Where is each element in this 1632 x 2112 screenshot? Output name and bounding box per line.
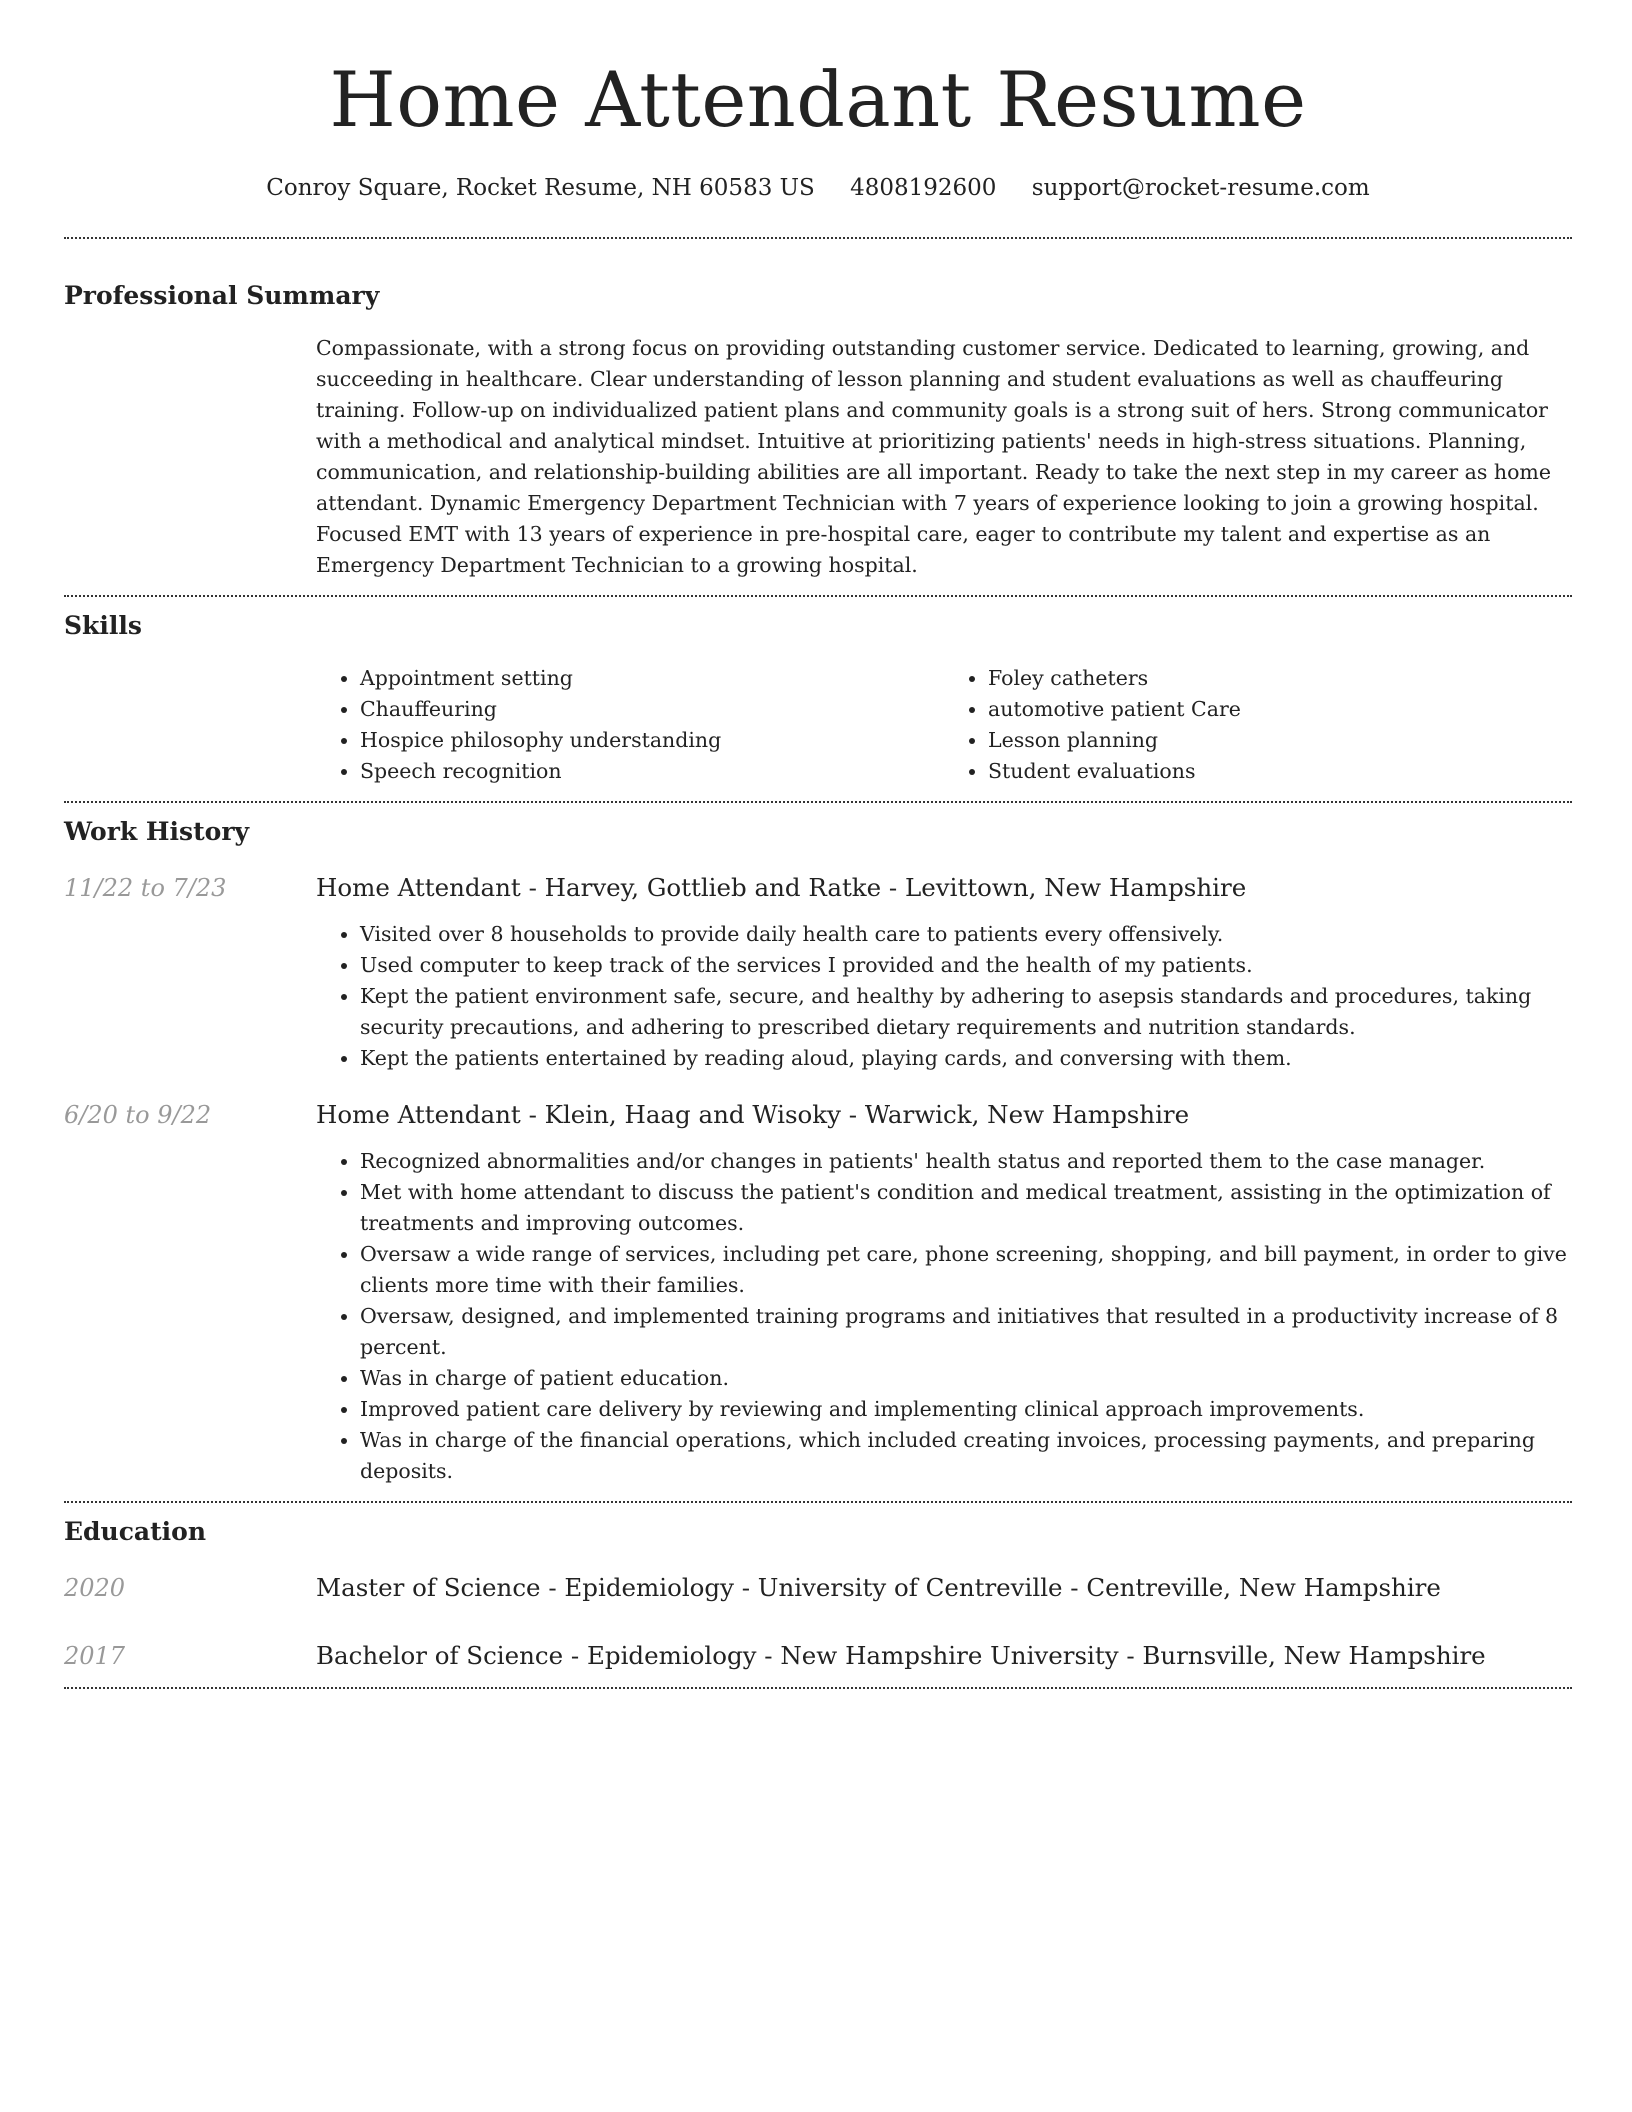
education-school: - University of Centreville - Centreville, New Hampshire [733,1573,1441,1602]
job-bullets [316,1146,1572,1487]
skills-column-right [944,663,1572,787]
job-bullet: • Kept the patients entertained by reading aloud, playing cards, and conversing with them. [360,1043,1572,1074]
job-dates: 6/20 to 9/22 [64,1101,212,1129]
job-bullet: • Was in charge of the financial operations, which included creating invoices, processing payments, and preparing deposits. [360,1425,1572,1487]
section-heading-education: Education [64,1517,207,1546]
page-title: Home Attendant Resume [329,55,1307,144]
summary-text: Compassionate, with a strong focus on providing outstanding customer service. Dedicated to learning, growing, and succeeding in healthcare. Clear understanding of lesson planning and student evaluations as well as chauffeuring training. Follow-up on individualized patient plans and community goals is a strong suit of hers. Strong communicator with a methodical and analytical mindset. Intuitive at prioritizing patients' needs in high-stress situations. Planning, communication, and relationship-building abilities are all important. Ready to take the next step in my career as home attendant. Dynamic Emergency Department Technician with 7 years of experience looking to join a growing hospital. Focused EMT with 13 years of experience in pre-hospital care, eager to contribute my talent and expertise as an Emergency Department Technician to a growing hospital. [316,336,1552,577]
job-bullet: • Was in charge of patient education. [360,1363,1572,1394]
skill-item: • Lesson planning [988,725,1572,756]
section-heading-work: Work History [64,817,250,846]
job-title: Home Attendant - Klein, Haag and Wisoky - Warwick, New Hampshire [316,1100,1190,1129]
skill-item: • Speech recognition [360,756,944,787]
skills-spacer [64,663,316,787]
skills-column-left [316,663,944,787]
divider [64,1687,1572,1689]
divider [64,801,1572,803]
divider [64,237,1572,239]
summary-row [64,333,1572,581]
contact-email: support@rocket-resume.com [1031,175,1370,201]
contact-line [64,172,1572,204]
job-bullet: • Used computer to keep track of the services I provided and the health of my patients. [360,950,1572,981]
education-degree: Master of Science - Epidemiology [316,1573,734,1602]
skill-item: • Appointment setting [360,663,944,694]
job-entry [64,1098,1572,1487]
skill-item: • Chauffeuring [360,694,944,725]
section-heading-skills: Skills [64,611,142,640]
skills-list [316,663,1572,787]
contact-address: Conroy Square, Rocket Resume, NH 60583 US [266,175,815,201]
skill-item: • Hospice philosophy understanding [360,725,944,756]
education-entry [64,1639,1572,1673]
resume-page [64,0,1572,1689]
education-degree: Bachelor of Science - Epidemiology [316,1641,757,1670]
section-heading-summary: Professional Summary [64,281,380,310]
education-details [316,1639,1572,1673]
summary-spacer [64,333,316,581]
job-bullet: • Improved patient care delivery by reviewing and implementing clinical approach improvements. [360,1394,1572,1425]
education-school: - New Hampshire University - Burnsville, New Hampshire [756,1641,1486,1670]
job-bullet: • Recognized abnormalities and/or changes in patients' health status and reported them to the case manager. [360,1146,1572,1177]
education-details [316,1571,1572,1605]
job-bullet: • Oversaw, designed, and implemented training programs and initiatives that resulted in a productivity increase of 8 percent. [360,1301,1572,1363]
divider [64,595,1572,597]
job-details [316,871,1572,1074]
job-bullet: • Visited over 8 households to provide daily health care to patients every offensively. [360,919,1572,950]
job-title: Home Attendant - Harvey, Gottlieb and Ratke - Levittown, New Hampshire [316,873,1247,902]
job-entry [64,871,1572,1074]
education-entry [64,1571,1572,1605]
education-year: 2020 [64,1574,126,1602]
divider [64,1501,1572,1503]
education-year: 2017 [64,1642,126,1670]
skill-item: • Foley catheters [988,663,1572,694]
job-bullet: • Met with home attendant to discuss the patient's condition and medical treatment, assisting in the optimization of treatments and improving outcomes. [360,1177,1572,1239]
job-bullet: • Kept the patient environment safe, secure, and healthy by adhering to asepsis standards and procedures, taking security precautions, and adhering to prescribed dietary requirements and nutrition standards. [360,981,1572,1043]
job-bullets [316,919,1572,1074]
skills-row [64,663,1572,787]
job-details [316,1098,1572,1487]
job-dates: 11/22 to 7/23 [64,874,227,902]
job-bullet: • Oversaw a wide range of services, including pet care, phone screening, shopping, and bill payment, in order to give clients more time with their families. [360,1239,1572,1301]
contact-phone: 4808192600 [850,175,997,201]
skill-item: • automotive patient Care [988,694,1572,725]
skill-item: • Student evaluations [988,756,1572,787]
